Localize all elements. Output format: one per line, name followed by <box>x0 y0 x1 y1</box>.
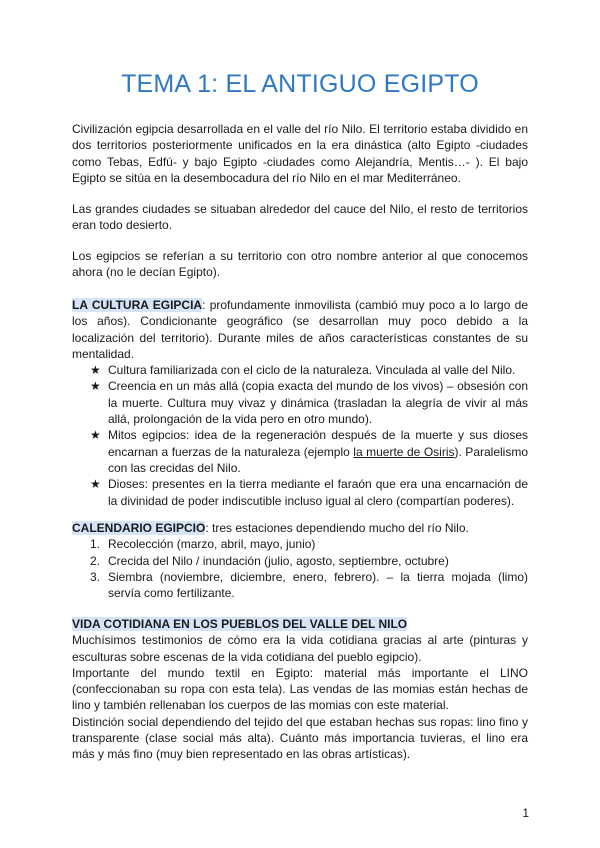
section-calendario <box>72 520 528 601</box>
star-bullet-icon: ★ <box>90 363 101 378</box>
list-text: Siembra (noviembre, diciembre, enero, febrero). – la tierra mojada (limo) servía como fertilizante. <box>108 569 528 601</box>
list-number: 1. <box>90 537 101 552</box>
calendario-paragraph <box>72 520 528 536</box>
vida-paragraph-3: Distinción social dependiendo del tejido del que estaban hechas sus ropas: lino fino y transparente (clase social más alta). Cuánto más importancia tuvieras, el lino era más y más fino (muy bien representado en las obras artísticas). <box>72 714 528 762</box>
calendario-numbered-list <box>72 536 528 601</box>
cultura-heading: LA CULTURA EGIPCIA <box>72 298 203 312</box>
list-item <box>72 362 528 378</box>
section-vida-cotidiana <box>72 616 528 763</box>
list-item <box>72 536 528 552</box>
intro-paragraph-2 <box>72 201 528 234</box>
cultura-text: : profundamente inmovilista (cambió muy poco a lo largo de los años). Condicionante geográfico (se desarrollan muy poco debido a la localización del territorio). Durante miles de años características constantes de su mentalidad. <box>72 298 529 361</box>
osiris-link[interactable]: la muerte de Osiris <box>353 444 455 459</box>
intro-text-2: Las grandes ciudades se situaban alrededor del cauce del Nilo, el resto de territorios eran todo desierto. <box>72 202 528 233</box>
list-item <box>72 427 528 476</box>
intro-text-1: Civilización egipcia desarrollada en el valle del río Nilo. El territorio estaba dividido en dos territorios posteriormente unificados en la era dinástica (alto Egipto -ciudades como Tebas, Edfú- y bajo Egipto -ciudades como Alejandría, Mentis…- ). El bajo Egipto se sitúa en la desembocadura del río Nilo en el mar Mediterráneo. <box>72 122 528 185</box>
intro-paragraph-1 <box>72 121 528 186</box>
intro-text-3: Los egipcios se referían a su territorio con otro nombre anterior al que conocemos ahora (no le decían Egipto). <box>72 249 528 280</box>
cultura-bullet-list <box>72 362 528 509</box>
calendario-text: : tres estaciones dependiendo mucho del río Nilo. <box>205 521 469 535</box>
bullet-text-after: ). Paralelismo con las crecidas del Nilo. <box>108 444 528 475</box>
star-bullet-icon: ★ <box>90 477 101 492</box>
star-bullet-icon: ★ <box>90 428 101 443</box>
page-number: 1 <box>522 806 529 820</box>
bullet-text: Cultura familiarizada con el ciclo de la naturaleza. Vinculada al valle del Nilo. <box>108 363 516 378</box>
intro-paragraph-3 <box>72 248 528 281</box>
vida-paragraph-1: Muchísimos testimonios de cómo era la vida cotidiana gracias al arte (pinturas y esculturas sobre escenas de la vida cotidiana del pueblo egipcio). <box>72 633 528 664</box>
cultura-paragraph <box>72 297 528 362</box>
list-item <box>72 569 528 602</box>
calendario-heading: CALENDARIO EGIPCIO <box>72 521 206 535</box>
star-bullet-icon: ★ <box>90 379 101 394</box>
bullet-text: Creencia en un más allá (copia exacta del mundo de los vivos) – obsesión con la muerte. Cultura muy vivaz y dinámica (trasladan la alegría de vivir al más allá, prolongación de la vida pero en otro mundo). <box>108 379 528 427</box>
list-text: Recolección (marzo, abril, mayo, junio) <box>108 537 316 552</box>
vida-paragraph-2: Importante del mundo textil en Egipto: material más importante el LINO (confeccionaban su ropa con esta tela). Las vendas de las momias están hechas de lino y también rellenaban los cuerpos de las momias con este material. <box>72 665 528 713</box>
bullet-text-before: Mitos egipcios: idea de la regeneración después de la muerte y sus dioses encarnan a fuerzas de la naturaleza (ejemplo <box>108 428 528 459</box>
vida-heading: VIDA COTIDIANA EN LOS PUEBLOS DEL VALLE DEL NILO <box>72 617 408 631</box>
list-item <box>72 476 528 509</box>
list-number: 2. <box>90 553 101 568</box>
vida-heading-line <box>72 616 528 632</box>
page-title: TEMA 1: EL ANTIGUO EGIPTO <box>121 70 479 98</box>
list-item <box>72 378 528 427</box>
section-cultura <box>72 297 528 509</box>
list-item <box>72 553 528 569</box>
bullet-text: Dioses: presentes en la tierra mediante el faraón que era una encarnación de la divinidad de poder indiscutible incluso igual al clero (compartían poderes). <box>108 477 528 508</box>
list-number: 3. <box>90 569 101 584</box>
list-text: Crecida del Nilo / inundación (julio, agosto, septiembre, octubre) <box>108 553 449 568</box>
